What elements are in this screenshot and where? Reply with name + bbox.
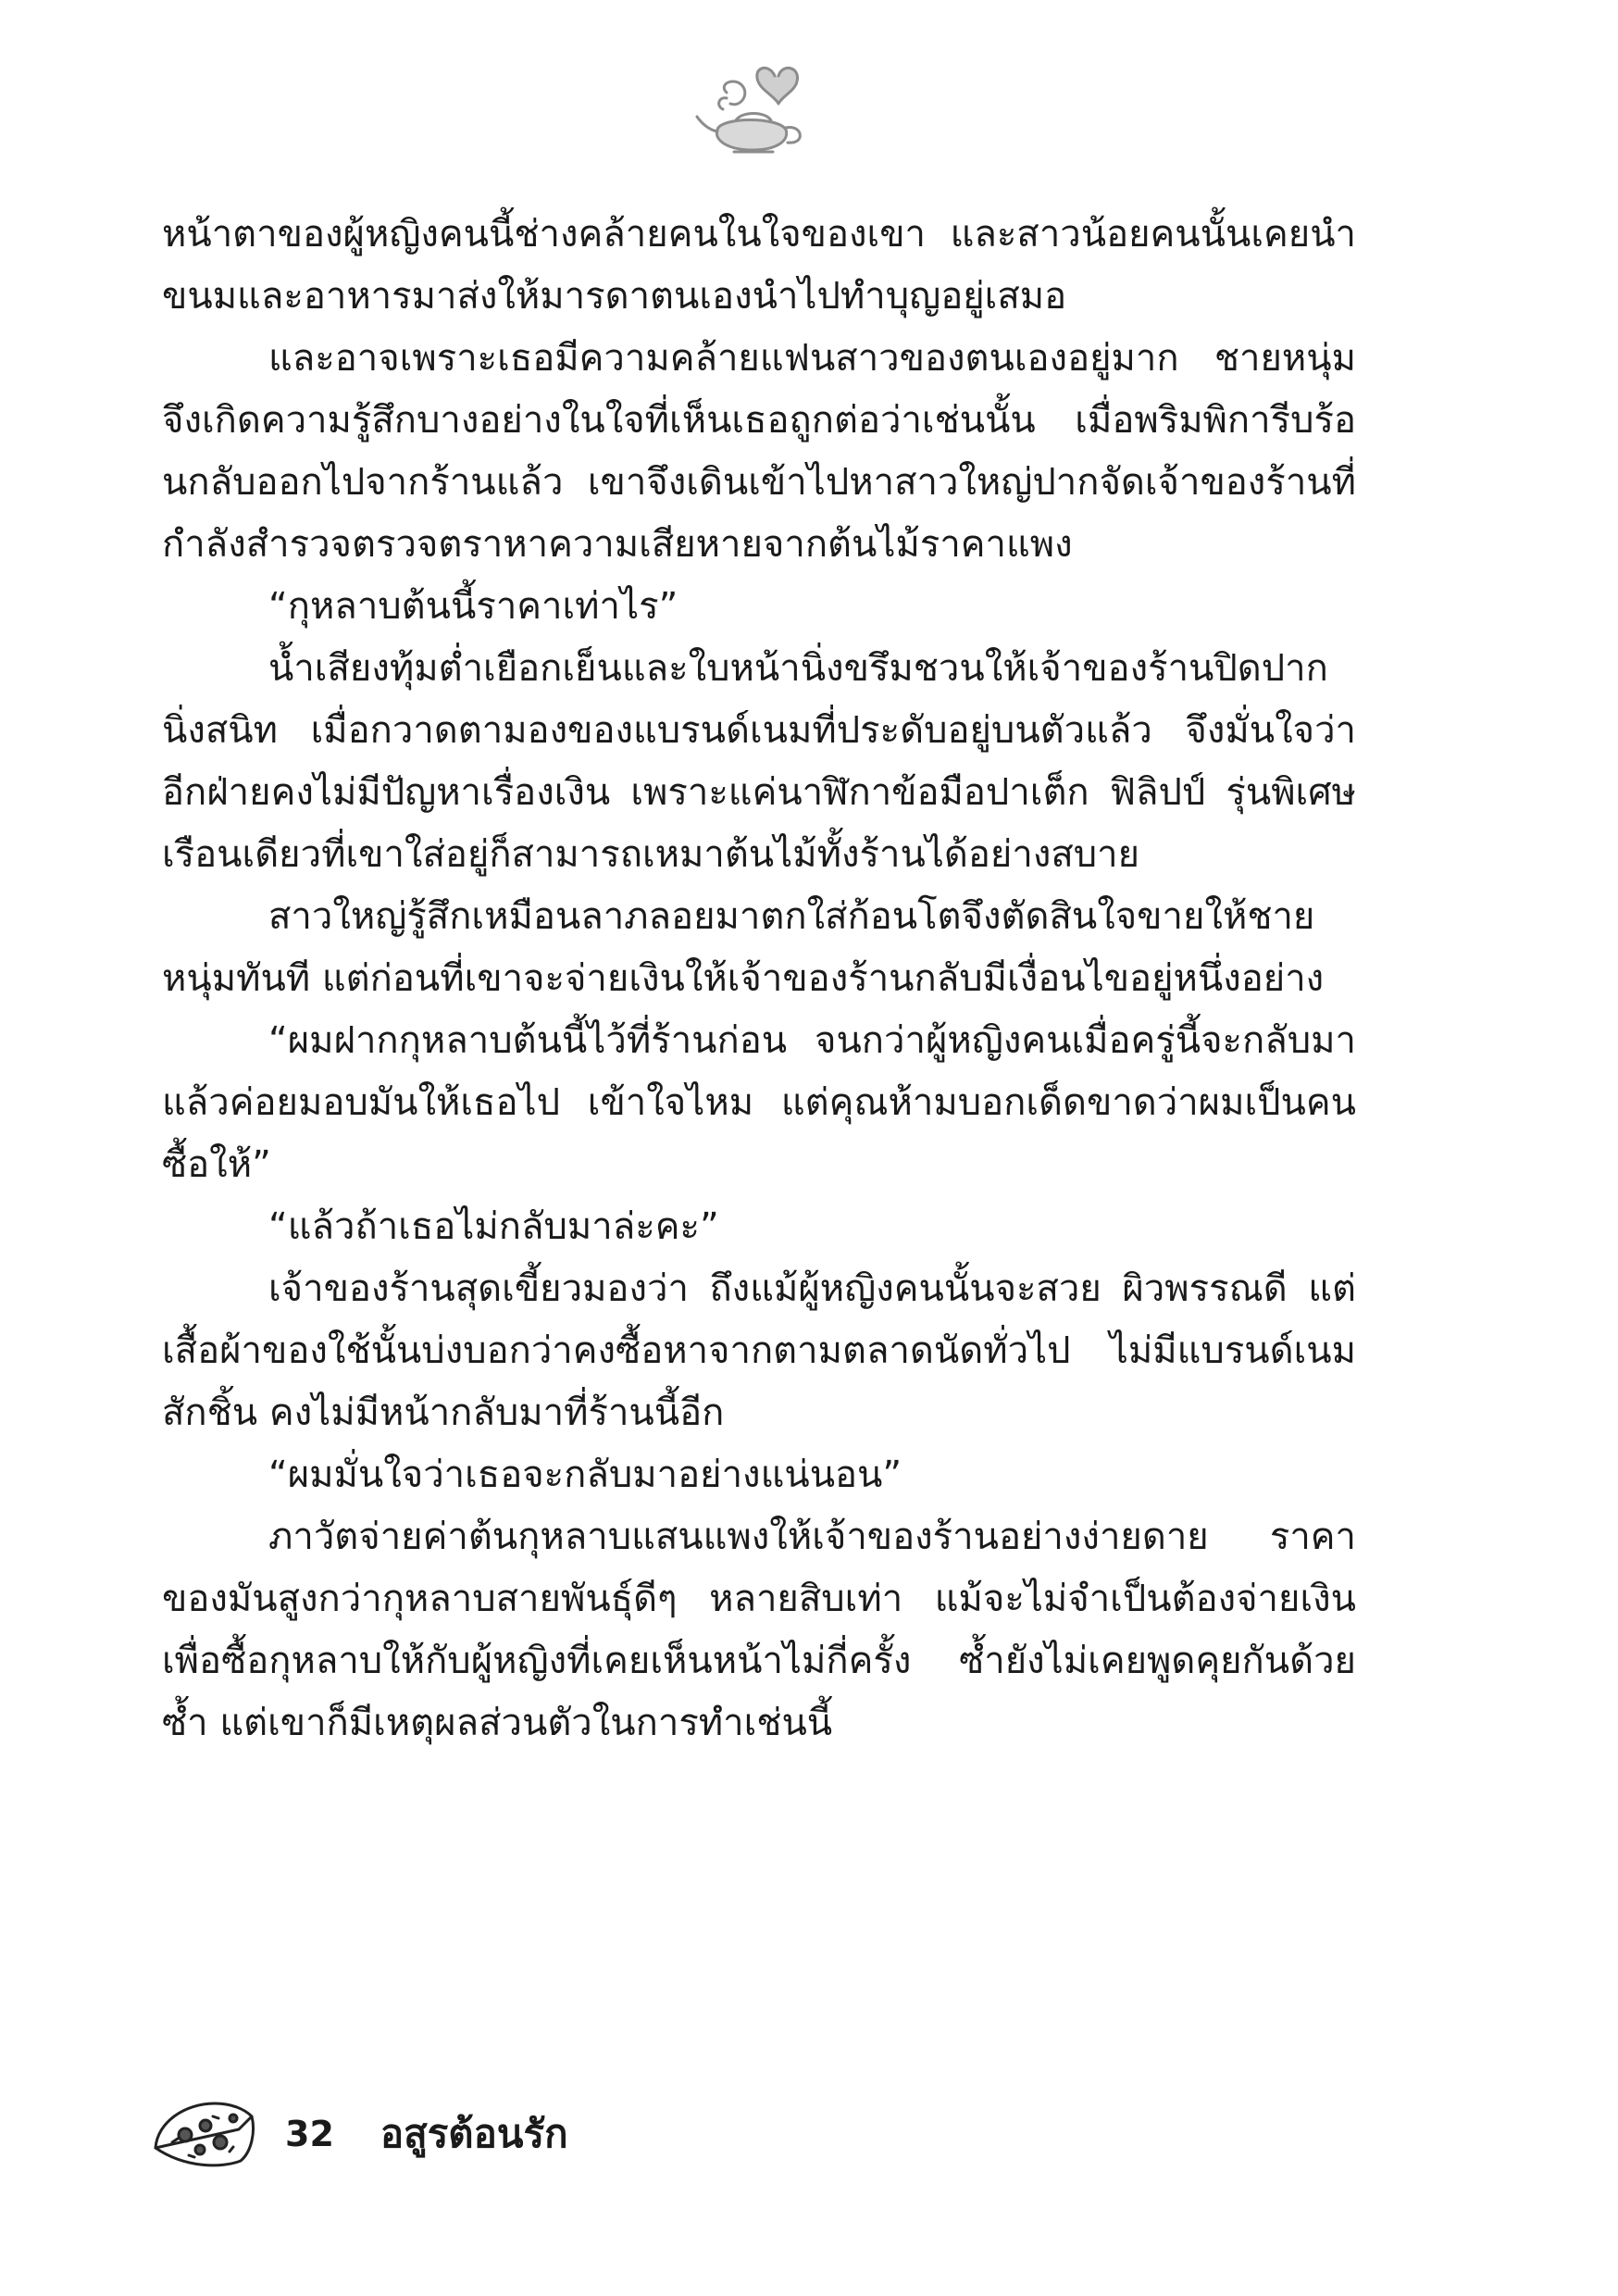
paragraph: เจ้าของร้านสุดเขี้ยวมองว่า ถึงแม้ผู้หญิงคนนั้นจะสวย ผิวพรรณดี แต่เสื้อผ้าของใช้นั้นบ่งบอกว่าคงซื้อหาจากตามตลาดนัดทั่วไป ไม่มีแบรนด์เนมสักชิ้น คงไม่มีหน้ากลับมาที่ร้านนี้อีก — [162, 1267, 1356, 1434]
paragraph: และอาจเพราะเธอมีความคล้ายแฟนสาวของตนเองอยู่มาก ชายหนุ่มจึงเกิดความรู้สึกบางอย่างในใจที่เห็นเธอถูกต่อว่าเช่นนั้น เมื่อพริมพิการีบร้อนกลับออกไปจากร้านแล้ว เขาจึงเดินเข้าไปหาสาวใหญ่ปากจัดเจ้าของร้านที่กำลังสำรวจตรวจตราหาความเสียหายจากต้นไม้ราคาแพง — [162, 337, 1356, 566]
page-number: 32 — [285, 2114, 334, 2154]
paragraph: น้ำเสียงทุ้มต่ำเยือกเย็นและใบหน้านิ่งขรึมชวนให้เจ้าของร้านปิดปากนิ่งสนิท เมื่อกวาดตามองของแบรนด์เนมที่ประดับอยู่บนตัวแล้ว จึงมั่นใจว่าอีกฝ่ายคงไม่มีปัญหาเรื่องเงิน เพราะแค่นาฬิกาข้อมือปาเต็ก ฟิลิปป์ รุ่นพิเศษเรือนเดียวที่เขาใส่อยู่ก็สามารถเหมาต้นไม้ทั้งร้านได้อย่างสบาย — [162, 647, 1356, 876]
paragraph: “แล้วถ้าเธอไม่กลับมาล่ะคะ” — [268, 1205, 719, 1248]
paragraph: “ผมฝากกุหลาบต้นนี้ไว้ที่ร้านก่อน จนกว่าผู้หญิงคนเมื่อครู่นี้จะกลับมา แล้วค่อยมอบมันให้เธอไป เข้าใจไหม แต่คุณห้ามบอกเด็ดขาดว่าผมเป็นคนซื้อให้” — [162, 1019, 1356, 1186]
teapot-ornament-icon — [690, 56, 819, 167]
paragraph: “กุหลาบต้นนี้ราคาเท่าไร” — [268, 585, 678, 628]
pizza-slice-icon — [148, 2094, 259, 2174]
page-footer — [148, 2088, 568, 2180]
paragraph: หน้าตาของผู้หญิงคนนี้ช่างคล้ายคนในใจของเขา และสาวน้อยคนนั้นเคยนำขนมและอาหารมาส่งให้มารดาตนเองนำไปทำบุญอยู่เสมอ — [162, 213, 1356, 318]
body-text — [162, 204, 1356, 1754]
book-title: อสูรต้อนรัก — [380, 2111, 568, 2156]
paragraph: “ผมมั่นใจว่าเธอจะกลับมาอย่างแน่นอน” — [268, 1454, 902, 1496]
paragraph: สาวใหญ่รู้สึกเหมือนลาภลอยมาตกใส่ก้อนโตจึงตัดสินใจขายให้ชายหนุ่มทันที แต่ก่อนที่เขาจะจ่ายเงินให้เจ้าของร้านกลับมีเงื่อนไขอยู่หนึ่งอย่าง — [162, 895, 1325, 1000]
paragraph: ภาวัตจ่ายค่าต้นกุหลาบแสนแพงให้เจ้าของร้านอย่างง่ายดาย ราคาของมันสูงกว่ากุหลาบสายพันธุ์ดีๆ หลายสิบเท่า แม้จะไม่จำเป็นต้องจ่ายเงินเพื่อซื้อกุหลาบให้กับผู้หญิงที่เคยเห็นหน้าไม่กี่ครั้ง ซ้ำยังไม่เคยพูดคุยกันด้วยซ้ำ แต่เขาก็มีเหตุผลส่วนตัวในการทำเช่นนี้ — [162, 1516, 1356, 1744]
